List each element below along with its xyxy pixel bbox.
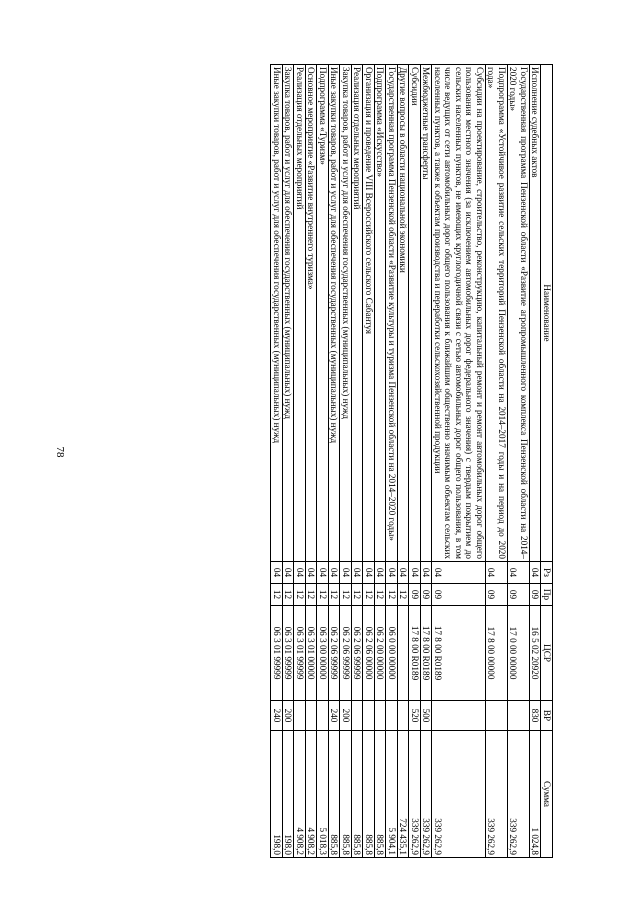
cell-csr: 06 3 00 00000: [317, 606, 329, 701]
cell-rz: 04: [375, 562, 387, 584]
cell-vr: 500: [421, 701, 433, 731]
cell-csr: 06 3 01 99999: [271, 606, 283, 701]
cell-name: Иные закупки товаров, работ и услуг для обеспечения государственных (муниципальных) нужд: [271, 65, 283, 562]
table-row: [352, 65, 364, 858]
cell-name: Организация и проведение VIII Всероссийского сельского Сабантуя: [363, 65, 375, 562]
cell-vr: [486, 701, 508, 731]
cell-vr: 200: [283, 701, 295, 731]
cell-pr: 12: [386, 584, 398, 606]
cell-sum: 198,0: [283, 731, 295, 858]
table-row: [340, 65, 352, 858]
cell-csr: 06 2 06 99999: [352, 606, 364, 701]
cell-name: Подпрограмма «Туризм»: [317, 65, 329, 562]
table-row: [329, 65, 341, 858]
cell-sum: 339 262,9: [508, 731, 530, 858]
cell-pr: 09: [421, 584, 433, 606]
cell-rz: 04: [363, 562, 375, 584]
header-pr: Пр: [541, 584, 553, 606]
cell-pr: 09: [432, 584, 486, 606]
cell-vr: [432, 701, 486, 731]
cell-vr: 240: [271, 701, 283, 731]
table-header-row: [541, 65, 553, 858]
cell-vr: [508, 701, 530, 731]
cell-sum: 339 262,9: [432, 731, 486, 858]
cell-pr: 09: [530, 584, 542, 606]
table-row: [271, 65, 283, 858]
cell-name: Межбюджетные трансферты: [421, 65, 433, 562]
cell-sum: 198,0: [271, 731, 283, 858]
cell-name: Другие вопросы в области национальной экономики: [398, 65, 410, 562]
table-row: [375, 65, 387, 858]
cell-vr: 200: [340, 701, 352, 731]
cell-csr: 06 2 06 00000: [363, 606, 375, 701]
header-rz: Рз: [541, 562, 553, 584]
table-row: [432, 65, 486, 858]
cell-name: Субсидии: [409, 65, 421, 562]
cell-name: Исполнение судебных актов: [530, 65, 542, 562]
cell-csr: 17 8 00 R0189: [432, 606, 486, 701]
cell-sum: 339 262,9: [486, 731, 508, 858]
cell-csr: 06 0 00 00000: [386, 606, 398, 701]
cell-rz: 04: [306, 562, 318, 584]
header-csr: ЦСР: [541, 606, 553, 701]
cell-name: Закупка товаров, работ и услуг для обеспечения государственных (муниципальных) нужд: [340, 65, 352, 562]
cell-sum: 885,8: [329, 731, 341, 858]
cell-csr: 06 3 01 99999: [294, 606, 306, 701]
cell-csr: 16 5 02 20920: [530, 606, 542, 701]
cell-pr: 09: [409, 584, 421, 606]
cell-vr: 240: [329, 701, 341, 731]
table-row: [409, 65, 421, 858]
cell-csr: 06 2 06 99999: [340, 606, 352, 701]
cell-pr: 12: [340, 584, 352, 606]
cell-pr: 12: [329, 584, 341, 606]
cell-pr: 12: [283, 584, 295, 606]
table-row: [294, 65, 306, 858]
cell-vr: [317, 701, 329, 731]
cell-sum: 885,8: [340, 731, 352, 858]
table-row: [398, 65, 410, 858]
header-sum: Сумма: [541, 731, 553, 858]
cell-rz: 04: [271, 562, 283, 584]
cell-pr: 12: [363, 584, 375, 606]
cell-rz: 04: [329, 562, 341, 584]
cell-rz: 04: [283, 562, 295, 584]
cell-vr: [294, 701, 306, 731]
cell-csr: 06 3 01 99999: [283, 606, 295, 701]
cell-name: Реализация отдельных мероприятий: [294, 65, 306, 562]
table-row: [530, 65, 542, 858]
cell-vr: [363, 701, 375, 731]
cell-pr: 12: [375, 584, 387, 606]
table-row: [317, 65, 329, 858]
cell-csr: 17 0 00 00000: [508, 606, 530, 701]
table-row: [363, 65, 375, 858]
cell-csr: 06 3 01 00000: [306, 606, 318, 701]
cell-name: Подпрограмма «Искусство»: [375, 65, 387, 562]
cell-rz: 04: [386, 562, 398, 584]
cell-sum: 1 024,8: [530, 731, 542, 858]
cell-rz: 04: [294, 562, 306, 584]
table-body: [271, 65, 541, 858]
cell-vr: [375, 701, 387, 731]
cell-rz: 04: [432, 562, 486, 584]
cell-vr: 520: [409, 701, 421, 731]
table-row: [386, 65, 398, 858]
cell-csr: 17 8 00 R0189: [409, 606, 421, 701]
cell-rz: 04: [398, 562, 410, 584]
cell-name: Реализация отдельных мероприятий: [352, 65, 364, 562]
header-name: Наименование: [541, 65, 553, 562]
cell-rz: 04: [530, 562, 542, 584]
cell-pr: 12: [271, 584, 283, 606]
budget-table: [271, 64, 554, 858]
table-row: [486, 65, 508, 858]
cell-rz: 04: [508, 562, 530, 584]
cell-rz: 04: [317, 562, 329, 584]
cell-name: Основное мероприятие «Развитие внутреннего туризма»: [306, 65, 318, 562]
cell-csr: 17 8 00 R0189: [421, 606, 433, 701]
cell-pr: 12: [352, 584, 364, 606]
cell-sum: 339 262,9: [409, 731, 421, 858]
cell-vr: 830: [530, 701, 542, 731]
cell-sum: 5 018,3: [317, 731, 329, 858]
cell-vr: [386, 701, 398, 731]
rotated-table-container: [83, 64, 553, 857]
cell-name: Иные закупки товаров, работ и услуг для обеспечения государственных (муниципальных) нужд: [329, 65, 341, 562]
cell-vr: [398, 701, 410, 731]
cell-sum: 4 908,2: [294, 731, 306, 858]
cell-csr: 06 2 00 00000: [375, 606, 387, 701]
cell-pr: 12: [317, 584, 329, 606]
cell-sum: 885,8: [363, 731, 375, 858]
cell-pr: 12: [398, 584, 410, 606]
cell-vr: [306, 701, 318, 731]
cell-rz: 04: [421, 562, 433, 584]
cell-rz: 04: [486, 562, 508, 584]
table-row: [421, 65, 433, 858]
cell-csr: [398, 606, 410, 701]
cell-sum: 339 262,9: [421, 731, 433, 858]
cell-pr: 09: [486, 584, 508, 606]
cell-pr: 12: [306, 584, 318, 606]
cell-name: Подпрограмма «Устойчивое развитие сельских территорий Пензенской области на 2014–2017 годы и на период до 2020 года»: [486, 65, 508, 562]
cell-pr: 12: [294, 584, 306, 606]
header-vr: ВР: [541, 701, 553, 731]
cell-csr: 06 2 06 99999: [329, 606, 341, 701]
cell-vr: [352, 701, 364, 731]
cell-name: Субсидии на проектирование, строительство, реконструкцию, капитальный ремонт и ремонт автомобильных дорог общего пользования местного значения (за исключением автомобильных дорог федерального значения) с твердым покрытием до сельских населенных пунктов, не имеющих круглогодичной связи с сетью автомобильных дорог общего пользования, в том числе ведущих от сети автомобильных дорог общего пользования к ближайшим общественно значимым объектам сельских населенных пунктов, а также к объектам производства и переработки сельскохозяйственной продукции: [432, 65, 486, 562]
table-row: [306, 65, 318, 858]
cell-sum: 724 435,1: [398, 731, 410, 858]
cell-csr: 17 8 00 00000: [486, 606, 508, 701]
table-row: [508, 65, 530, 858]
cell-rz: 04: [352, 562, 364, 584]
cell-sum: 885,8: [352, 731, 364, 858]
cell-name: Государственная программа Пензенской области «Развитие агропромышленного комплекса Пензенской области на 2014–2020 годы»: [508, 65, 530, 562]
cell-sum: 4 908,2: [306, 731, 318, 858]
table-row: [283, 65, 295, 858]
cell-name: Государственная программа Пензенской области «Развитие культуры и туризма Пензенской области на 2014–2020 годы»: [386, 65, 398, 562]
cell-rz: 04: [340, 562, 352, 584]
cell-sum: 5 904,1: [386, 731, 398, 858]
page-number: 78: [54, 446, 66, 458]
cell-pr: 09: [508, 584, 530, 606]
cell-name: Закупка товаров, работ и услуг для обеспечения государственных (муниципальных) нужд: [283, 65, 295, 562]
cell-rz: 04: [409, 562, 421, 584]
cell-sum: 885,8: [375, 731, 387, 858]
